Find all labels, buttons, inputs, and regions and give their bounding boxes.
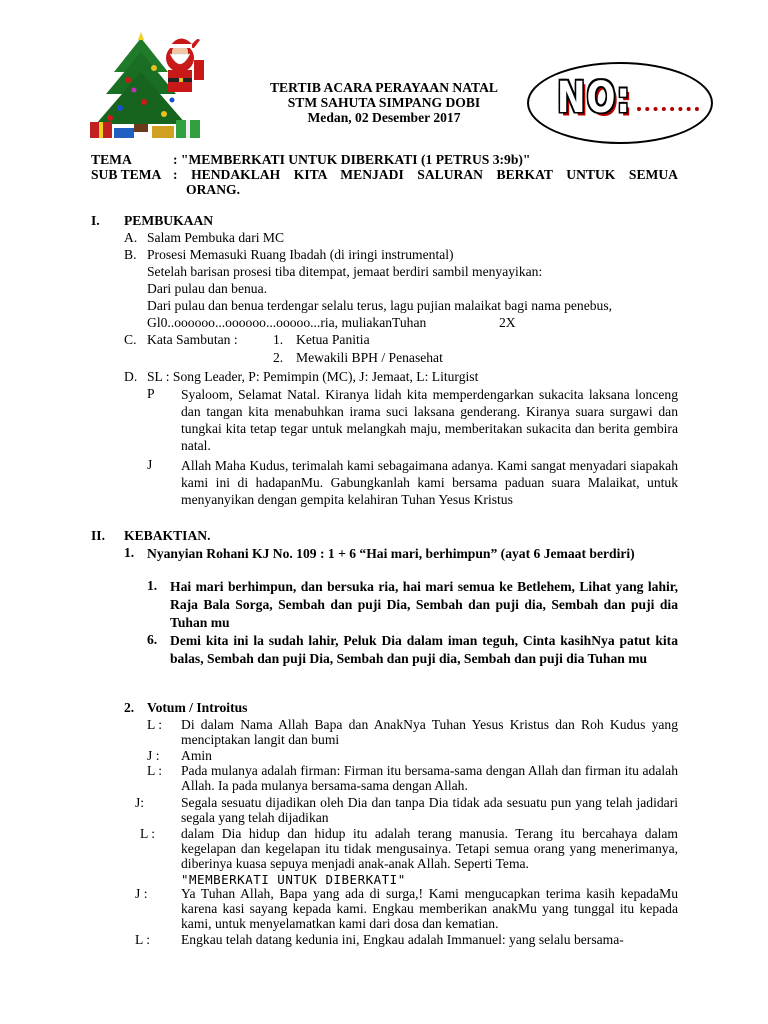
item-d-text: SL : Song Leader, P: Pemimpin (MC), J: Jemaat, L: Liturgist bbox=[147, 369, 479, 384]
item-b-text: Prosesi Memasuki Ruang Ibadah (di iringi instrumental) bbox=[147, 247, 454, 262]
item-c-1-number: 1. bbox=[273, 332, 284, 347]
item-b-line-4: Dari pulau dan benua terdengar selalu terus, lagu pujian malaikat bagi nama penebus, bbox=[147, 298, 613, 313]
dialog-speaker: J: bbox=[135, 795, 145, 810]
dialog-speaker: L : bbox=[140, 826, 155, 841]
item-c-2-text: Mewakili BPH / Penasehat bbox=[296, 350, 443, 365]
speaker-p-text: Syaloom, Selamat Natal. Kiranya lidah kita memperdengarkan sukacita laksana lonceng dan tangan kita menabuhkan irama suci laksana genderang. Kiranya suara surgawi dan tungkai kita tetap tegar untuk melangkah maju, memberitakan sukacita dan berita gembira natal. bbox=[181, 387, 678, 453]
verse-6-number: 6. bbox=[147, 632, 158, 647]
subtema-label: SUB TEMA bbox=[91, 167, 162, 182]
tema-value: : "MEMBERKATI UNTUK DIBERKATI (1 PETRUS 3:9b)" bbox=[173, 152, 531, 167]
verse-1-text: Hai mari berhimpun, dan bersuka ria, hai mari semua ke Betlehem, Lihat yang lahir, Raja Bala Sorga, Sembah dan puji Dia, Sembah dan puji dia, Sembah dan puji dia Tuhan mu bbox=[170, 579, 678, 630]
dialog-text: Amin bbox=[181, 748, 212, 763]
section-2-title: KEBAKTIAN. bbox=[124, 528, 211, 543]
item-a-letter: A. bbox=[124, 230, 138, 245]
item-b-line-5: Gl0..oooooo...oooooo...ooooo...ria, muliakanTuhan bbox=[147, 315, 427, 330]
speaker-j-label: J bbox=[147, 457, 153, 472]
tema-quote: "MEMBERKATI UNTUK DIBERKATI" bbox=[181, 872, 406, 887]
item-b-line-2: Setelah barisan prosesi tiba ditempat, jemaat berdiri sambil menyayikan: bbox=[147, 264, 543, 279]
section-1-number: I. bbox=[91, 213, 100, 228]
dialog-text: Pada mulanya adalah firman: Firman itu bersama-sama dengan Allah dan firman itu adalah Allah. Ia pada mulanya bersama-sama dengan Allah. bbox=[181, 763, 678, 793]
item-c-letter: C. bbox=[124, 332, 137, 347]
item-b-repeat: 2X bbox=[499, 315, 516, 330]
dialog-text: Engkau telah datang kedunia ini, Engkau adalah Immanuel: yang selalu bersama- bbox=[181, 932, 624, 947]
badge-label: NO: bbox=[557, 73, 631, 123]
item-a-text: Salam Pembuka dari MC bbox=[147, 230, 285, 245]
kebaktian-item-1-text: Nyanyian Rohani KJ No. 109 : 1 + 6 “Hai mari, berhimpun” (ayat 6 Jemaat berdiri) bbox=[147, 546, 635, 561]
title-line-1: TERTIB ACARA PERAYAAN NATAL bbox=[269, 80, 499, 95]
dialog-text: Segala sesuatu dijadikan oleh Dia dan tanpa Dia tidak ada sesuatu pun yang telah jadidari segala yang telah dijadikan bbox=[181, 795, 678, 825]
title-line-3: Medan, 02 Desember 2017 bbox=[307, 110, 461, 125]
title-line-2: STM SAHUTA SIMPANG DOBI bbox=[287, 95, 481, 110]
verse-6-text: Demi kita ini la sudah lahir, Peluk Dia dalam iman teguh, Cinta kasihNya patut kita balas, Sembah dan puji Dia, Sembah dan puji dia, Sembah dan puji dia Tuhan mu bbox=[170, 633, 678, 666]
dialog-speaker: L : bbox=[135, 932, 150, 947]
kebaktian-item-2-number: 2. bbox=[124, 700, 135, 715]
dialog-text: Ya Tuhan Allah, Bapa yang ada di surga,! Kami mengucapkan terima kasih kepadaMu karena kasi sayang kepada kami. Engkau memberikan anakMu yang tunggal itu kepada kami, untuk menyelamatkan kami dari dosa dan kematian. bbox=[181, 886, 678, 931]
speaker-p-label: P bbox=[147, 386, 155, 401]
item-c-1-text: Ketua Panitia bbox=[296, 332, 370, 347]
subtema-value-line-1: : HENDAKLAH KITA MENJADI SALURAN BERKAT UNTUK SEMUA bbox=[173, 167, 678, 182]
item-b-line-3: Dari pulau dan benua. bbox=[147, 281, 268, 296]
dialog-speaker: L : bbox=[147, 763, 162, 778]
badge-dotted-line bbox=[637, 107, 699, 111]
verse-1-number: 1. bbox=[147, 578, 158, 593]
speaker-j-text: Allah Maha Kudus, terimalah kami sebagaimana adanya. Kami sangat menyadari siapakah kami ini di hadapanMu. Gabungkanlah kami bersama paduan suara Malaikat, untuk menyanyikan dengan gempita kelahiran Tuhan Yesus Kristus bbox=[181, 458, 678, 507]
number-badge bbox=[527, 62, 713, 144]
section-2-number: II. bbox=[91, 528, 105, 543]
tema-label: TEMA bbox=[91, 152, 132, 167]
item-c-2-number: 2. bbox=[273, 350, 284, 365]
dialog-speaker: J : bbox=[135, 886, 148, 901]
section-1-title: PEMBUKAAN bbox=[124, 213, 214, 228]
item-c-text: Kata Sambutan : bbox=[147, 332, 238, 347]
item-b-letter: B. bbox=[124, 247, 137, 262]
dialog-text: dalam Dia hidup dan hidup itu adalah terang manusia. Terang itu bercahaya dalam kegelapan dan kegelapan itu tidak mengusainya. Tetapi semua orang yang menerimanya, diberinya kuasa sepuya menjadi anak-anak Allah. Seperti Tema. bbox=[181, 826, 678, 871]
item-d-letter: D. bbox=[124, 369, 138, 384]
dialog-text: Di dalam Nama Allah Bapa dan AnakNya Tuhan Yesus Kristus dan Roh Kudus yang menciptakan langit dan bumi bbox=[181, 717, 678, 747]
dialog-speaker: J : bbox=[147, 748, 160, 763]
subtema-value-line-2: ORANG. bbox=[186, 182, 240, 197]
kebaktian-item-1-number: 1. bbox=[124, 545, 135, 560]
dialog-speaker: L : bbox=[147, 717, 162, 732]
kebaktian-item-2-text: Votum / Introitus bbox=[147, 700, 248, 715]
